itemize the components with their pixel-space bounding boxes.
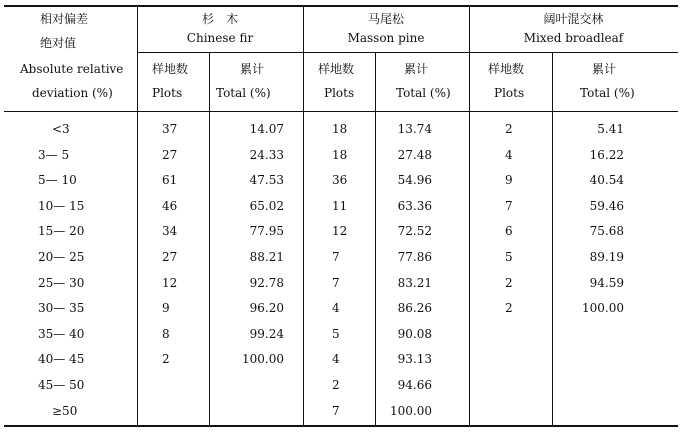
plots-header-cn: 样地数	[318, 62, 355, 76]
dev-header-cn2: 绝对值	[40, 36, 77, 50]
pine-total-cell: 13.74	[397, 122, 432, 136]
broadleaf-plots-cell: 4	[505, 147, 513, 162]
table-row	[0, 118, 681, 140]
broadleaf-total-cell: 100.00	[582, 301, 624, 316]
pine-plots-cell: 36	[332, 173, 348, 188]
fir-plots-cell: 8	[162, 326, 170, 341]
dev-header-en2: deviation (%)	[32, 86, 113, 100]
plots-header-cn: 样地数	[152, 62, 189, 76]
pine-total-cell: 100.00	[390, 403, 432, 418]
table-row	[0, 348, 681, 370]
table-row	[0, 144, 681, 166]
fir-total-cell: 24.33	[249, 147, 284, 162]
total-header-cn: 累计	[240, 62, 265, 76]
broadleaf-total-cell: 5.41	[597, 122, 624, 136]
broadleaf-total-cell: 16.22	[589, 147, 624, 162]
deviation-cell: 40— 45	[38, 352, 85, 367]
dev-header-en1: Absolute relative	[20, 62, 124, 76]
group-header-cn-pine: 马尾松	[367, 12, 404, 26]
table-row	[0, 195, 681, 217]
deviation-cell: 30— 35	[38, 301, 85, 316]
plots-header-en: Plots	[324, 86, 355, 100]
fir-plots-cell: 46	[162, 198, 178, 213]
group-rule	[137, 52, 678, 53]
pine-plots-cell: 5	[332, 326, 340, 341]
pine-plots-cell: 18	[332, 122, 348, 136]
fir-plots-cell: 2	[162, 352, 170, 367]
table-row	[0, 297, 681, 319]
pine-total-cell: 63.36	[397, 198, 432, 213]
total-header-en: Total (%)	[216, 86, 271, 100]
plots-header-en: Plots	[494, 86, 525, 100]
broadleaf-plots-cell: 5	[505, 250, 513, 264]
broadleaf-total-cell: 89.19	[589, 250, 624, 264]
bottom-rule	[4, 425, 678, 427]
deviation-cell: 10— 15	[38, 198, 85, 213]
table-row	[0, 323, 681, 345]
deviation-cell: <3	[52, 122, 70, 136]
broadleaf-total-cell: 40.54	[589, 173, 624, 188]
table-row	[0, 246, 681, 268]
pine-total-cell: 77.86	[397, 250, 432, 264]
broadleaf-total-cell: 75.68	[589, 224, 624, 239]
pine-plots-cell: 4	[332, 352, 340, 367]
broadleaf-plots-cell: 7	[505, 198, 513, 213]
group-header-en-fir: Chinese fir	[186, 31, 254, 45]
fir-total-cell: 65.02	[249, 198, 284, 213]
broadleaf-plots-cell: 2	[505, 122, 513, 136]
fir-plots-cell: 27	[162, 147, 178, 162]
total-header-cn: 累计	[404, 62, 429, 76]
pine-plots-cell: 12	[332, 224, 348, 239]
fir-total-cell: 92.78	[249, 275, 284, 290]
header-rule	[4, 111, 678, 112]
fir-plots-cell: 34	[162, 224, 178, 239]
fir-plots-cell: 27	[162, 250, 178, 264]
pine-plots-cell: 4	[332, 301, 340, 316]
pine-plots-cell: 18	[332, 147, 348, 162]
pine-total-cell: 27.48	[397, 147, 432, 162]
fir-total-cell: 77.95	[249, 224, 284, 239]
table-row	[0, 374, 681, 396]
fir-total-cell: 47.53	[249, 173, 284, 188]
fir-total-cell: 88.21	[249, 250, 284, 264]
fir-total-cell: 99.24	[249, 326, 284, 341]
fir-total-cell: 96.20	[249, 301, 284, 316]
fir-plots-cell: 12	[162, 275, 178, 290]
dev-header-cn: 相对偏差	[40, 12, 89, 26]
pine-total-cell: 72.52	[397, 224, 432, 239]
group-header-cn-fir: 杉 木	[201, 12, 238, 26]
deviation-cell: 15— 20	[38, 224, 85, 239]
group-header-en-broadleaf: Mixed broadleaf	[523, 31, 624, 45]
fir-plots-cell: 37	[162, 122, 178, 136]
fir-total-cell: 100.00	[242, 352, 284, 367]
table-row	[0, 220, 681, 242]
plots-header-en: Plots	[152, 86, 183, 100]
broadleaf-plots-cell: 2	[505, 301, 513, 316]
deviation-cell: 20— 25	[38, 250, 85, 264]
pine-total-cell: 54.96	[397, 173, 432, 188]
table-row	[0, 400, 681, 422]
pine-plots-cell: 7	[332, 403, 340, 418]
fir-plots-cell: 61	[162, 173, 178, 188]
group-header-en-pine: Masson pine	[347, 31, 425, 45]
deviation-cell: ≥50	[52, 403, 78, 418]
broadleaf-total-cell: 59.46	[589, 198, 624, 213]
pine-plots-cell: 11	[332, 198, 348, 213]
broadleaf-total-cell: 94.59	[589, 275, 624, 290]
deviation-cell: 3— 5	[38, 147, 70, 162]
table-row	[0, 169, 681, 191]
broadleaf-plots-cell: 6	[505, 224, 513, 239]
pine-total-cell: 90.08	[397, 326, 432, 341]
fir-plots-cell: 9	[162, 301, 170, 316]
broadleaf-plots-cell: 2	[505, 275, 513, 290]
broadleaf-plots-cell: 9	[505, 173, 513, 188]
pine-total-cell: 83.21	[397, 275, 432, 290]
pine-total-cell: 86.26	[397, 301, 432, 316]
total-header-en: Total (%)	[580, 86, 635, 100]
pine-plots-cell: 7	[332, 275, 340, 290]
deviation-cell: 25— 30	[38, 275, 85, 290]
deviation-cell: 35— 40	[38, 326, 85, 341]
fir-total-cell: 14.07	[249, 122, 284, 136]
table-row	[0, 272, 681, 294]
total-header-en: Total (%)	[396, 86, 451, 100]
deviation-cell: 45— 50	[38, 378, 85, 392]
pine-plots-cell: 7	[332, 250, 340, 264]
total-header-cn: 累计	[592, 62, 617, 76]
pine-total-cell: 93.13	[397, 352, 432, 367]
pine-total-cell: 94.66	[397, 378, 432, 392]
group-header-cn-broadleaf: 阔叶混交林	[543, 12, 604, 26]
pine-plots-cell: 2	[332, 378, 340, 392]
top-rule	[4, 5, 678, 7]
deviation-cell: 5— 10	[38, 173, 77, 188]
plots-header-cn: 样地数	[488, 62, 525, 76]
